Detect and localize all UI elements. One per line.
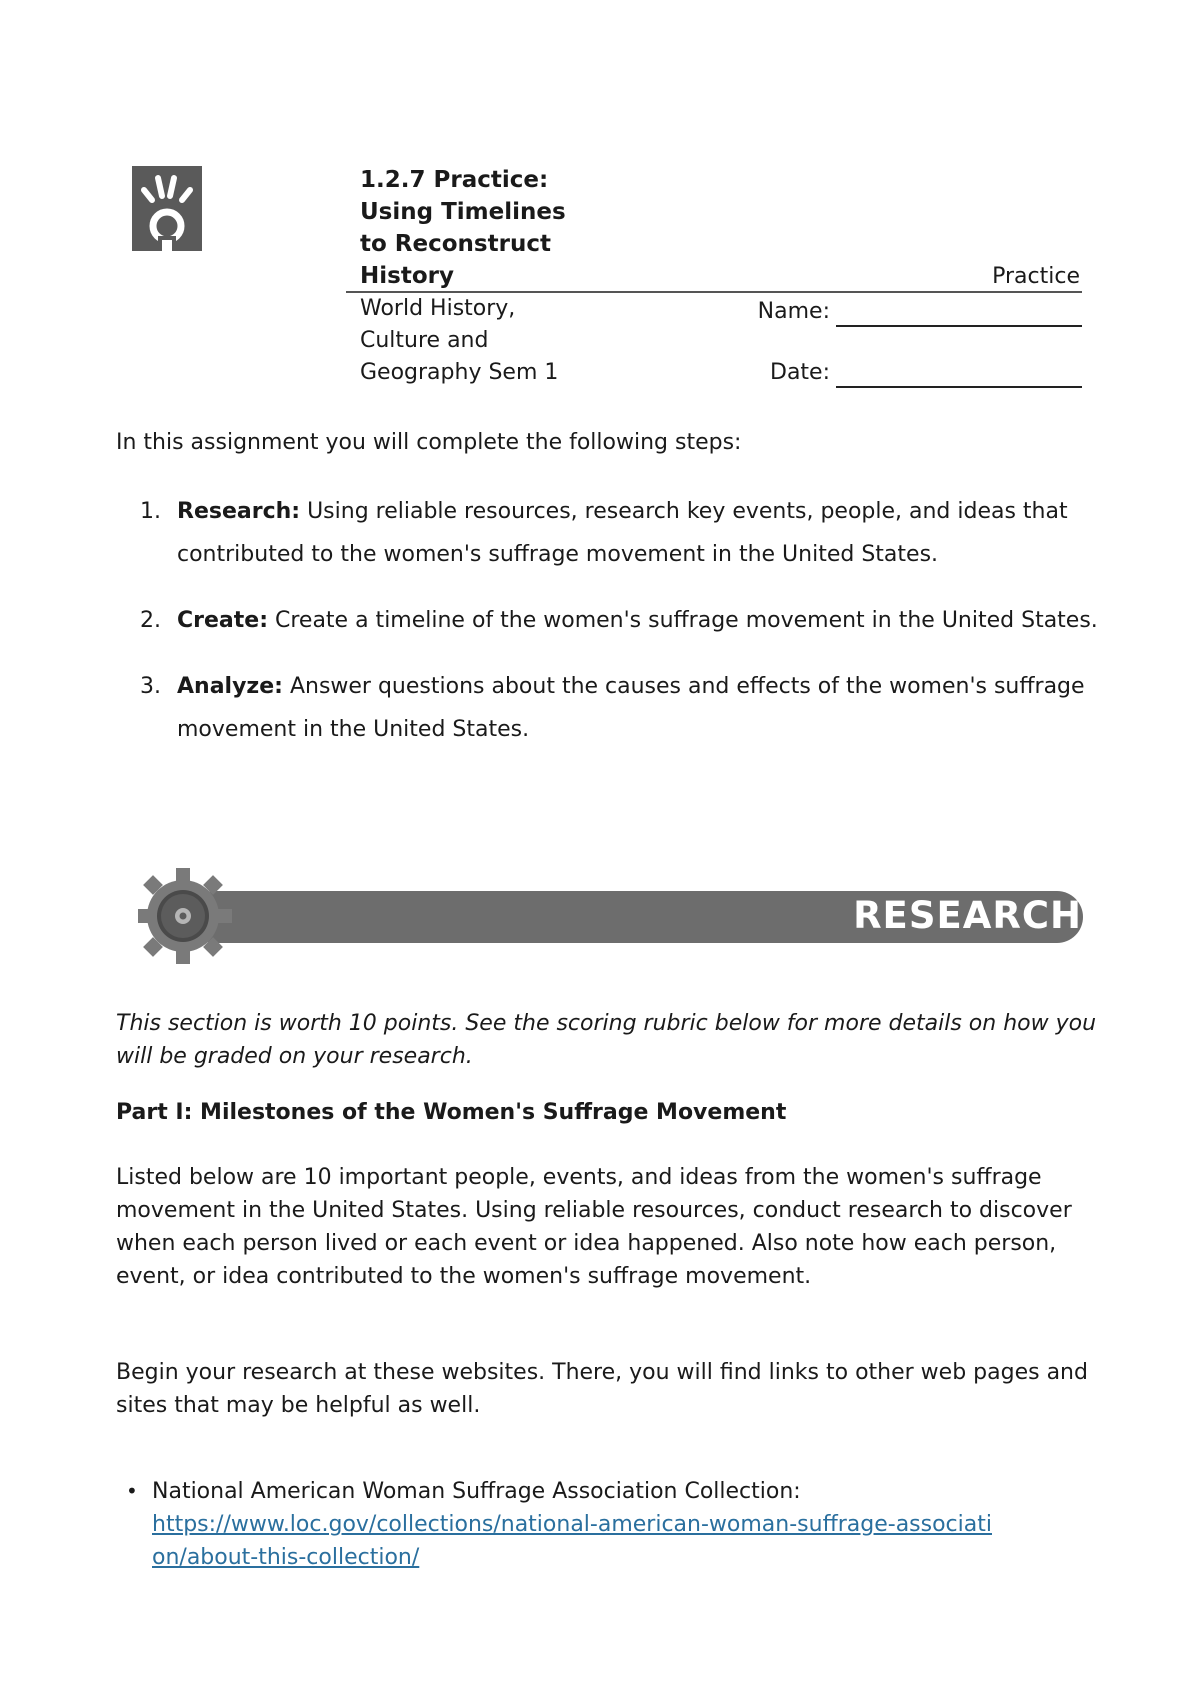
list-item — [126, 1475, 1086, 1574]
course-name — [360, 293, 660, 389]
list-item — [140, 490, 1100, 576]
websites-paragraph: Begin your research at these websites. There, you will find links to other web pages and sites that may be helpful as well. — [116, 1360, 1088, 1418]
step-body — [177, 490, 1100, 576]
course-line: Geography Sem 1 — [360, 360, 559, 385]
course-line: World History, — [360, 296, 516, 321]
resource-list — [126, 1475, 1086, 1574]
list-item — [140, 599, 1100, 642]
title-line: Using Timelines — [360, 199, 566, 225]
course-line: Culture and — [360, 328, 489, 353]
step-text: Create a timeline of the women's suffrage movement in the United States. — [268, 608, 1098, 633]
steps-list — [140, 490, 1100, 774]
points-note: This section is worth 10 points. See the scoring rubric below for more details on how you will be graded on your research. — [116, 1011, 1097, 1069]
step-text: Using reliable resources, research key events, people, and ideas that contributed to the women's suffrage movement in the United States. — [177, 499, 1068, 567]
title-line: to Reconstruct — [360, 231, 551, 257]
banner-label: RESEARCH — [853, 894, 1082, 937]
step-number: 3. — [140, 674, 161, 699]
part-heading: Part I: Milestones of the Women's Suffrage Movement — [116, 1100, 787, 1125]
date-label: Date: — [770, 360, 830, 385]
step-body — [177, 665, 1100, 751]
intro-text: In this assignment you will complete the following steps: — [116, 430, 742, 455]
gear-icon — [138, 868, 232, 964]
document-type-label: Practice — [992, 264, 1080, 289]
title-line: History — [360, 263, 454, 289]
name-label: Name: — [757, 299, 830, 324]
document-title — [360, 164, 660, 292]
resource-link[interactable]: https://www.loc.gov/collections/national-american-woman-suffrage-association/about-this-collection/ — [152, 1512, 992, 1570]
step-text: Answer questions about the causes and effects of the women's suffrage movement in the United States. — [177, 674, 1085, 742]
name-field[interactable] — [836, 325, 1082, 327]
date-field[interactable] — [836, 386, 1082, 388]
title-line: 1.2.7 Practice: — [360, 167, 549, 193]
step-label: Create: — [177, 608, 268, 633]
instructions-paragraph: Listed below are 10 important people, events, and ideas from the women's suffrage movement in the United States. Using reliable resources, conduct research to discover when each person lived or each event or idea happened. Also note how each person, event, or idea contributed to the women's suffrage movement. — [116, 1165, 1072, 1289]
step-number: 1. — [140, 499, 161, 524]
list-item — [140, 665, 1100, 751]
step-label: Research: — [177, 499, 301, 524]
resource-name: National American Woman Suffrage Association Collection: — [152, 1479, 801, 1504]
lightbulb-logo-icon — [132, 166, 202, 251]
step-body — [177, 599, 1100, 642]
step-label: Analyze: — [177, 674, 283, 699]
bullet-icon: • — [126, 1479, 138, 1503]
resource-entry — [152, 1475, 1086, 1574]
step-number: 2. — [140, 608, 161, 633]
